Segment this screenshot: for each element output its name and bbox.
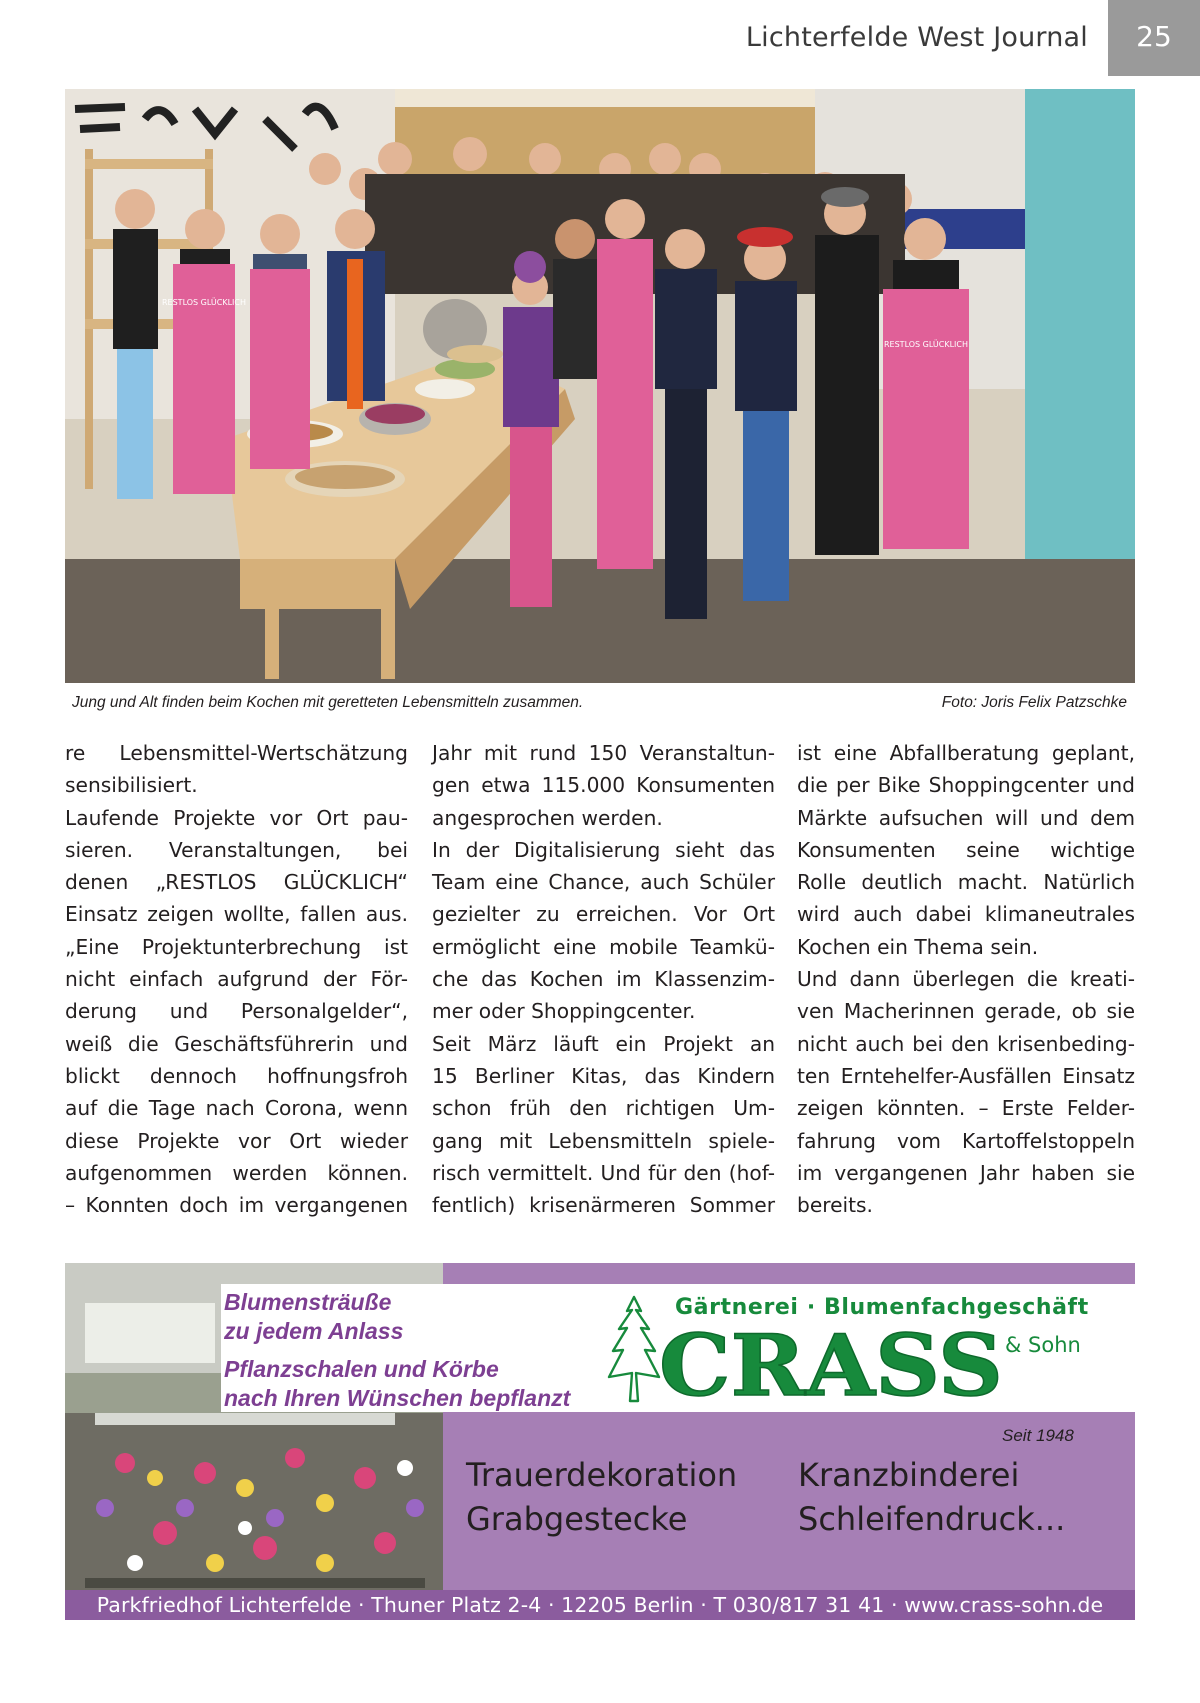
- text-line: bereits.: [797, 1193, 873, 1218]
- article-column-3: [797, 737, 1135, 1221]
- text-line: Und dann überlegen die kreati-: [797, 967, 1135, 992]
- text-line: Seit März läuft ein Projekt an: [432, 1031, 775, 1056]
- text-line: nicht auch bei den krisenbeding-: [797, 1031, 1135, 1056]
- text-line: sieren. Veranstaltungen, bei: [65, 837, 408, 862]
- slogan-line: zu jedem Anlass: [224, 1318, 404, 1344]
- slogan-line: Blumensträuße: [224, 1289, 392, 1315]
- text-line: risch vermittelt. Und für den (hof-: [432, 1160, 775, 1185]
- text-line: im vergangenen Jahr haben sie: [797, 1160, 1135, 1185]
- text-line: gang mit Lebensmitteln spiele-: [432, 1128, 775, 1153]
- text-line: 15 Berliner Kitas, das Kindern: [432, 1063, 775, 1088]
- text-line: gezielter zu erreichen. Vor Ort: [432, 902, 775, 927]
- ad-contact-footer: Parkfriedhof Lichterfelde · Thuner Platz 2-4 · 12205 Berlin · T 030/817 31 41 · www.crass-sohn.de: [65, 1590, 1135, 1620]
- text-line: Jahr mit rund 150 Veranstaltun-: [432, 741, 775, 765]
- crass-advertisement: [65, 1263, 1135, 1620]
- text-line: ist eine Abfallberatung geplant,: [797, 741, 1135, 765]
- text-line: Laufende Projekte vor Ort pau-: [65, 805, 408, 830]
- text-line: nicht einfach aufgrund der För-: [65, 967, 408, 992]
- crass-logo-text: CRASS: [659, 1327, 1003, 1403]
- article-column-2: [432, 737, 775, 1221]
- ad-services-left: [466, 1453, 737, 1541]
- text-line: re Lebensmittel-Wertschätzung: [65, 741, 408, 765]
- ad-slogan: [224, 1288, 570, 1413]
- text-line: ermöglicht eine mobile Teamkü-: [432, 934, 775, 959]
- slogan-line: nach Ihren Wünschen bepflanzt: [224, 1385, 571, 1411]
- text-line: derung und Personalgelder“,: [65, 999, 408, 1024]
- apron-label: RESTLOS GLÜCKLICH: [883, 340, 969, 349]
- ad-services-right: [798, 1453, 1065, 1541]
- apron-label: RESTLOS GLÜCKLICH: [161, 298, 247, 307]
- text-line: angesprochen werden.: [432, 805, 663, 830]
- fir-tree-icon: [605, 1293, 663, 1405]
- page-number: 25: [1136, 20, 1172, 53]
- ad-since: Seit 1948: [1002, 1426, 1074, 1445]
- text-line: diese Projekte vor Ort wieder: [65, 1128, 408, 1153]
- text-line: fahrung vom Kartoffelstoppeln: [797, 1128, 1135, 1153]
- photo-credit: Foto: Joris Felix Patzschke: [941, 694, 1127, 711]
- text-line: che das Kochen im Klassenzim-: [432, 967, 775, 992]
- service-item: Grabgestecke: [466, 1500, 688, 1538]
- photo-caption: Jung und Alt finden beim Kochen mit geretteten Lebensmitteln zusammen.: [72, 694, 584, 711]
- service-item: Schleifendruck...: [798, 1500, 1066, 1538]
- service-item: Trauerdekoration: [466, 1456, 738, 1494]
- text-line: Märkte aufsuchen will und dem: [797, 805, 1135, 830]
- group-photo: [65, 89, 1135, 683]
- text-line: „Eine Projektunterbrechung ist: [65, 934, 408, 959]
- journal-title: Lichterfelde West Journal: [745, 22, 1088, 53]
- text-line: Einsatz zeigen wollte, fallen aus.: [65, 902, 408, 927]
- text-line: sensibilisiert.: [65, 773, 198, 798]
- text-line: Team eine Chance, auch Schüler: [432, 870, 775, 895]
- text-line: mer oder Shoppingcenter.: [432, 999, 696, 1024]
- text-line: blickt dennoch hoffnungsfroh: [65, 1063, 408, 1088]
- text-line: weiß die Geschäftsführerin und: [65, 1031, 408, 1056]
- text-line: – Konnten doch im vergangenen: [65, 1193, 408, 1218]
- slogan-line: Pflanzschalen und Körbe: [224, 1356, 499, 1382]
- text-line: ten Erntehelfer-Ausfällen Einsatz: [797, 1063, 1135, 1088]
- text-line: auf die Tage nach Corona, wenn: [65, 1096, 408, 1121]
- text-line: fentlich) krisenärmeren Sommer: [432, 1193, 775, 1218]
- text-line: die per Bike Shoppingcenter und: [797, 773, 1135, 798]
- text-line: zeigen könnten. – Erste Felder-: [797, 1096, 1135, 1121]
- text-line: Kochen ein Thema sein.: [797, 934, 1039, 959]
- text-line: Rolle deutlich macht. Natürlich: [797, 870, 1135, 895]
- ad-brand-heading: Gärtnerei · Blumenfachgeschäft: [675, 1295, 1089, 1320]
- service-item: Kranzbinderei: [798, 1456, 1020, 1494]
- article-column-1: [65, 737, 408, 1221]
- text-line: gen etwa 115.000 Konsumenten: [432, 773, 775, 798]
- text-line: aufgenommen werden können.: [65, 1160, 408, 1185]
- text-line: ven Macherinnen gerade, ob sie: [797, 999, 1135, 1024]
- crass-logo: [659, 1327, 1009, 1403]
- ad-brand-suffix: & Sohn: [1005, 1333, 1081, 1357]
- text-line: schon früh den richtigen Um-: [432, 1096, 775, 1121]
- text-line: denen „RESTLOS GLÜCKLICH“: [65, 870, 408, 895]
- text-line: wird auch dabei klimaneutrales: [797, 902, 1135, 927]
- text-line: In der Digitalisierung sieht das: [432, 837, 775, 862]
- text-line: Konsumenten seine wichtige: [797, 837, 1135, 862]
